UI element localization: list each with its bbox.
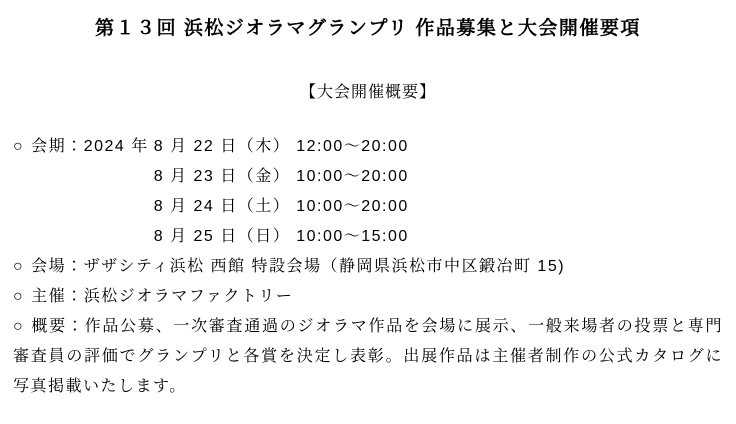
period-date-line: 8 月 25 日（日） 10:00～15:00 [153, 228, 409, 245]
period-year: 2024 年 [83, 138, 149, 155]
circle-bullet-icon: ○ [13, 318, 25, 335]
period-date-line: 8 月 23 日（金） 10:00～20:00 [153, 168, 409, 185]
period-prefix [13, 132, 154, 162]
period-label: 会期： [31, 138, 84, 155]
venue-row [13, 252, 723, 282]
summary-label: 概要： [31, 318, 85, 335]
summary-paragraph [13, 312, 723, 402]
section-heading: 【大会開催概要】 [299, 84, 436, 101]
venue-label: 会場： [31, 258, 84, 275]
circle-bullet-icon: ○ [13, 258, 25, 275]
overview-section [13, 132, 723, 402]
venue-text: ザザシティ浜松 西館 特設会場（静岡県浜松市中区鍛冶町 15) [83, 258, 566, 275]
period-date-line: 8 月 24 日（土） 10:00～20:00 [153, 198, 409, 215]
period-date-line: 8 月 22 日（木） 12:00～20:00 [153, 138, 409, 155]
period-row [13, 132, 723, 252]
circle-bullet-icon: ○ [13, 138, 25, 155]
summary-text: 作品公募、一次審査通過のジオラマ作品を会場に展示、一般来場者の投票と専門審査員の評価でグランプリと各賞を決定し表彰。出展作品は主催者制作の公式カタログに写真掲載いたします。 [13, 318, 723, 395]
circle-bullet-icon: ○ [13, 288, 25, 305]
organizer-label: 主催： [31, 288, 84, 305]
document-title: 第１３回 浜松ジオラマグランプリ 作品募集と大会開催要項 [95, 18, 641, 39]
organizer-text: 浜松ジオラマファクトリー [83, 288, 294, 305]
organizer-row [13, 282, 723, 312]
period-date-list [154, 132, 409, 252]
